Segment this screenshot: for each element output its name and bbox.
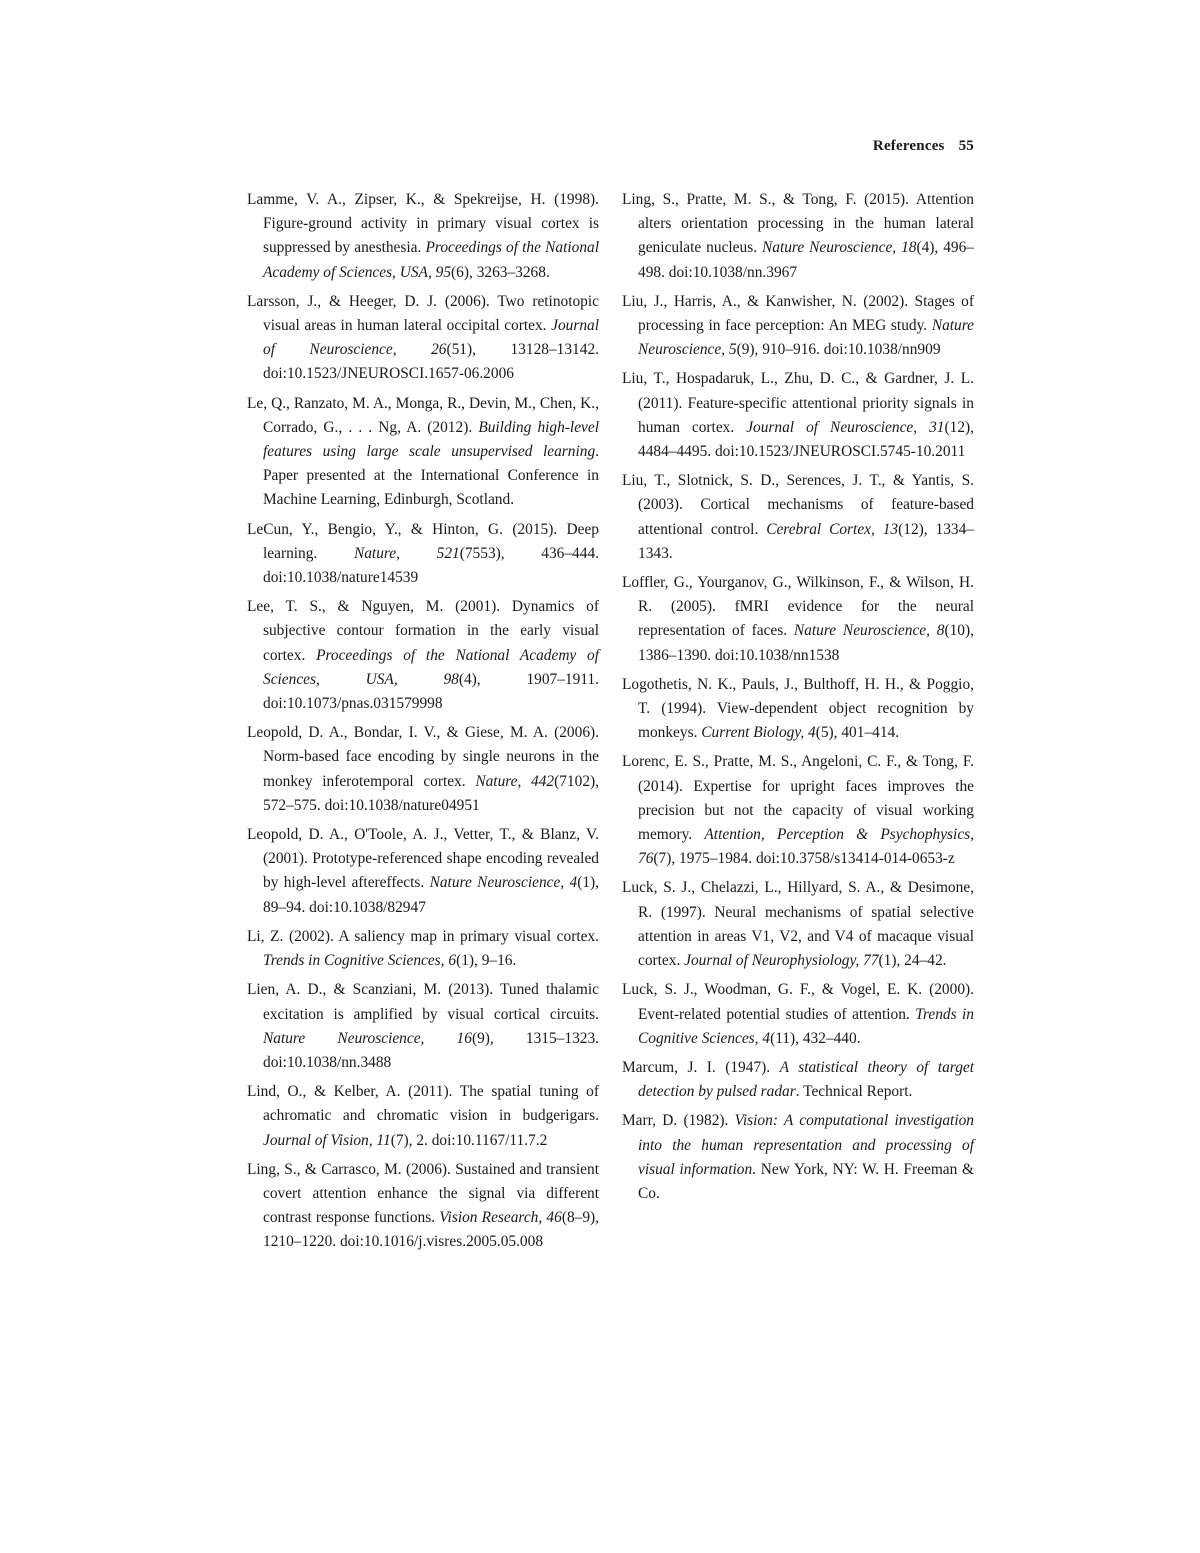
reference-details: (7102), 572–575. doi:10.1038/nature04951 xyxy=(263,772,599,814)
reference-entry xyxy=(247,595,599,716)
reference-text: Ling, S., & Carrasco, M. (2006). Sustained and transient covert attention enhance the signal via different contrast response functions. xyxy=(247,1160,599,1227)
reference-text: Lorenc, E. S., Pratte, M. S., Angeloni, C. F., & Tong, F. (2014). Expertise for upright faces improves the precision but not the capacity of visual working memory. xyxy=(622,753,974,844)
reference-details: (11), 432–440. xyxy=(770,1029,861,1047)
reference-details: (1), 89–94. doi:10.1038/82947 xyxy=(263,874,599,916)
reference-source: Proceedings of the National Academy of Sciences, USA, 98 xyxy=(263,646,600,688)
reference-details: (4), 496–498. doi:10.1038/nn.3967 xyxy=(638,239,974,281)
reference-text: Ling, S., Pratte, M. S., & Tong, F. (2015). Attention alters orientation processing in the human lateral geniculate nucleus. xyxy=(622,191,974,257)
reference-source: Journal of Vision, 11 xyxy=(263,1131,391,1149)
running-head xyxy=(873,138,974,155)
reference-details: . Technical Report. xyxy=(795,1083,913,1101)
reference-entry xyxy=(247,518,599,591)
reference-entry xyxy=(622,1056,974,1104)
reference-source: Nature Neuroscience, 4 xyxy=(429,874,578,892)
reference-details: (12), 4484–4495. doi:10.1523/JNEUROSCI.5745-10.2011 xyxy=(638,418,974,461)
reference-details: (7553), 436–444. doi:10.1038/nature14539 xyxy=(263,544,599,587)
reference-text: LeCun, Y., Bengio, Y., & Hinton, G. (2015). Deep learning. xyxy=(247,520,599,562)
reference-source: Nature Neuroscience, 8 xyxy=(793,622,945,640)
reference-source: Nature Neuroscience, 16 xyxy=(263,1029,472,1047)
references-left-column xyxy=(247,188,599,1260)
reference-text: Leopold, D. A., Bondar, I. V., & Giese, M. A. (2006). Norm-based face encoding by single neurons in the monkey inferotemporal cortex. xyxy=(247,724,599,790)
reference-text: Lien, A. D., & Scanziani, M. (2013). Tuned thalamic excitation is amplified by visual cortical circuits. xyxy=(247,981,599,1023)
reference-entry xyxy=(622,673,974,746)
reference-source: Journal of Neurophysiology, 77 xyxy=(684,952,879,970)
reference-source: Current Biology, 4 xyxy=(701,724,816,742)
reference-entry xyxy=(247,290,599,387)
reference-source: Nature, 442 xyxy=(475,772,555,790)
reference-details: (9), 1315–1323. doi:10.1038/nn.3488 xyxy=(263,1029,599,1071)
reference-details: (12), 1334–1343. xyxy=(638,520,974,562)
reference-details: (5), 401–414. xyxy=(815,724,900,742)
reference-entry xyxy=(622,876,974,973)
reference-entry xyxy=(622,188,974,285)
reference-source: Journal of Neuroscience, 26 xyxy=(263,317,599,359)
reference-details: (7), 1975–1984. doi:10.3758/s13414-014-0653-z xyxy=(653,850,955,868)
reference-source: Vision Research, 46 xyxy=(439,1209,562,1227)
reference-entry xyxy=(247,1158,599,1255)
reference-text: Larsson, J., & Heeger, D. J. (2006). Two retinotopic visual areas in human lateral occipital cortex. xyxy=(247,292,599,335)
reference-text: Liu, J., Harris, A., & Kanwisher, N. (2002). Stages of processing in face perception: An MEG study. xyxy=(622,292,974,335)
reference-text: Luck, S. J., Woodman, G. F., & Vogel, E. K. (2000). Event-related potential studies of attention. xyxy=(622,981,974,1023)
reference-text: Marr, D. (1982). xyxy=(622,1112,735,1130)
reference-source: Vision: A computational investigation into the human representation and processing of visual information xyxy=(638,1112,974,1178)
reference-text: Lamme, V. A., Zipser, K., & Spekreijse, H. (1998). Figure-ground activity in primary visual cortex is suppressed by anesthesia. xyxy=(247,191,599,257)
reference-entry xyxy=(622,1109,974,1206)
reference-entry xyxy=(622,978,974,1051)
reference-details: . Paper presented at the International Conference in Machine Learning, Edinburgh, Scotland. xyxy=(263,443,599,509)
reference-text: Liu, T., Hospadaruk, L., Zhu, D. C., & Gardner, J. L. (2011). Feature-specific attentional priority signals in human cortex. xyxy=(622,370,974,436)
reference-entry xyxy=(622,367,974,464)
reference-source: Trends in Cognitive Sciences, 6 xyxy=(263,952,457,970)
reference-text: Liu, T., Slotnick, S. D., Serences, J. T., & Yantis, S. (2003). Cortical mechanisms of feature-based attentional control. xyxy=(622,472,974,538)
reference-details: (9), 910–916. doi:10.1038/nn909 xyxy=(736,341,941,359)
reference-entry xyxy=(622,571,974,668)
reference-details: (1), 9–16. xyxy=(456,952,517,970)
reference-source: Nature, 521 xyxy=(353,544,460,562)
reference-source: Building high-level features using large scale unsupervised learning xyxy=(263,418,599,461)
reference-source: Attention, Perception & Psychophysics, 76 xyxy=(638,826,974,868)
reference-text: Le, Q., Ranzato, M. A., Monga, R., Devin, M., Chen, K., Corrado, G., . . . Ng, A. (2012). xyxy=(247,394,599,436)
reference-entry xyxy=(247,392,599,513)
reference-entry xyxy=(247,823,599,920)
reference-text: Lee, T. S., & Nguyen, M. (2001). Dynamics of subjective contour formation in the early visual cortex. xyxy=(247,598,599,664)
reference-source: A statistical theory of target detection by pulsed radar xyxy=(638,1058,974,1101)
reference-details: . New York, NY: W. H. Freeman & Co. xyxy=(638,1160,975,1202)
reference-details: (8–9), 1210–1220. doi:10.1016/j.visres.2005.05.008 xyxy=(263,1209,599,1251)
reference-details: (10), 1386–1390. doi:10.1038/nn1538 xyxy=(638,622,974,664)
reference-entry xyxy=(247,721,599,818)
running-head-section: References xyxy=(872,138,945,154)
reference-text: Marcum, J. I. (1947). xyxy=(622,1058,780,1076)
reference-source: Nature Neuroscience, 18 xyxy=(761,239,917,257)
reference-entry xyxy=(622,469,974,566)
reference-entry xyxy=(622,290,974,363)
reference-entry xyxy=(247,925,599,973)
references-right-column xyxy=(622,188,974,1211)
reference-source: Journal of Neuroscience, 31 xyxy=(746,418,945,436)
reference-details: (6), 3263–3268. xyxy=(451,263,550,281)
reference-entry xyxy=(622,750,974,871)
reference-source: Proceedings of the National Academy of Sciences, USA, 95 xyxy=(263,239,599,281)
reference-source: Trends in Cognitive Sciences, 4 xyxy=(638,1005,974,1047)
reference-text: Loffler, G., Yourganov, G., Wilkinson, F., & Wilson, H. R. (2005). fMRI evidence for the neural representation of faces. xyxy=(622,574,974,640)
reference-entry xyxy=(247,188,599,285)
reference-entry xyxy=(247,978,599,1075)
reference-source: Nature Neuroscience, 5 xyxy=(638,317,974,359)
reference-details: (1), 24–42. xyxy=(878,952,947,970)
reference-text: Logothetis, N. K., Pauls, J., Bulthoff, H. H., & Poggio, T. (1994). View-dependent object recognition by monkeys. xyxy=(622,675,974,742)
reference-text: Leopold, D. A., O'Toole, A. J., Vetter, T., & Blanz, V. (2001). Prototype-referenced shape encoding revealed by high-level aftereffects. xyxy=(247,826,599,892)
reference-entry xyxy=(247,1080,599,1153)
reference-details: (51), 13128–13142. doi:10.1523/JNEUROSCI.1657-06.2006 xyxy=(263,341,599,383)
reference-details: (4), 1907–1911. doi:10.1073/pnas.031579998 xyxy=(263,670,599,713)
reference-text: Lind, O., & Kelber, A. (2011). The spatial tuning of achromatic and chromatic vision in budgerigars. xyxy=(247,1083,599,1125)
reference-text: Li, Z. (2002). A saliency map in primary visual cortex. xyxy=(247,927,599,945)
reference-source: Cerebral Cortex, 13 xyxy=(766,520,899,538)
page-number: 55 xyxy=(958,138,974,154)
reference-text: Luck, S. J., Chelazzi, L., Hillyard, S. A., & Desimone, R. (1997). Neural mechanisms of spatial selective attention in areas V1, V2, and V4 of macaque visual cortex. xyxy=(622,879,974,970)
reference-details: (7), 2. doi:10.1167/11.7.2 xyxy=(390,1131,548,1149)
